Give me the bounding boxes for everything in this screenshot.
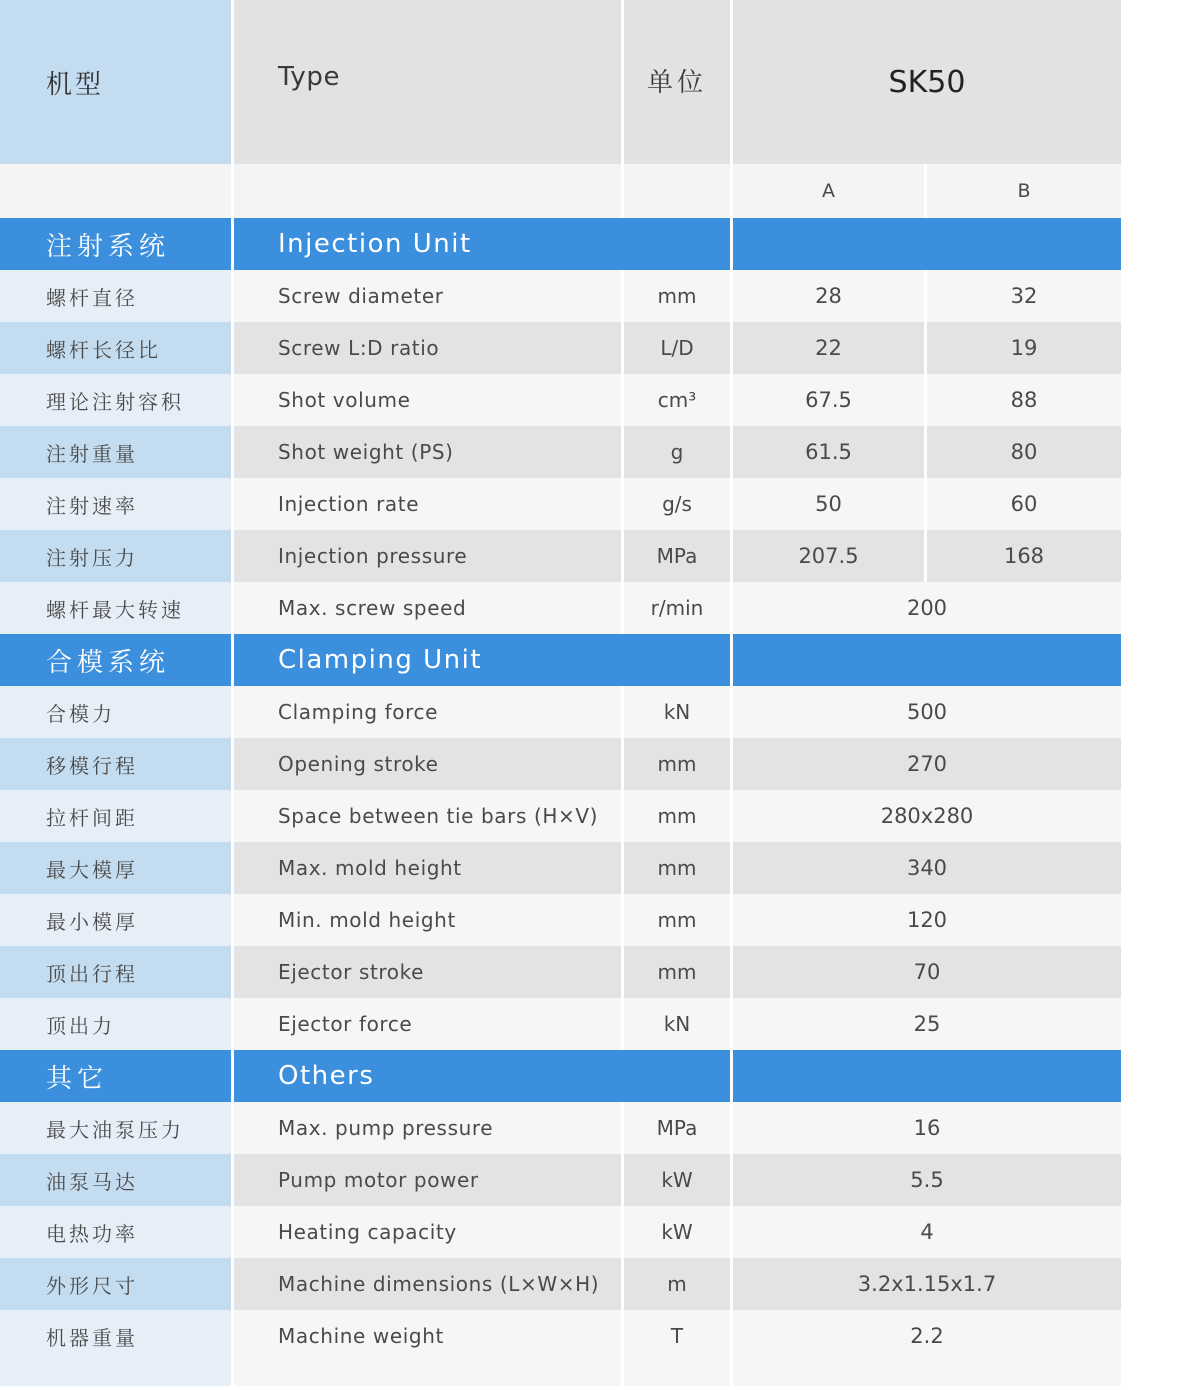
param-unit: m (624, 1258, 733, 1310)
param-unit: mm (624, 894, 733, 946)
subheader-blank-cn (0, 164, 234, 218)
section-title-cn: 其它 (0, 1050, 234, 1102)
section-title-cn: 合模系统 (0, 634, 234, 686)
param-unit: mm (624, 270, 733, 322)
param-name-en: Max. screw speed (234, 582, 624, 634)
section-header (0, 218, 1121, 270)
section-title-en: Injection Unit (234, 218, 733, 270)
param-unit: g (624, 426, 733, 478)
param-unit: MPa (624, 1102, 733, 1154)
param-value: 5.5 (733, 1154, 1121, 1206)
header-type-en: Type (234, 0, 624, 164)
param-unit: mm (624, 790, 733, 842)
param-name-en: Clamping force (234, 686, 624, 738)
section-bar (733, 634, 1121, 686)
param-name-cn: 螺杆最大转速 (0, 582, 234, 634)
table-row (0, 842, 1121, 894)
table-row (0, 426, 1121, 478)
table-row (0, 686, 1121, 738)
param-name-en: Machine dimensions (L×W×H) (234, 1258, 624, 1310)
param-value-b: 168 (927, 530, 1121, 582)
param-name-cn: 注射速率 (0, 478, 234, 530)
subheader-col-b: B (927, 164, 1121, 218)
param-value: 16 (733, 1102, 1121, 1154)
param-value: 70 (733, 946, 1121, 998)
tail-en (234, 1362, 624, 1386)
param-unit: kN (624, 686, 733, 738)
param-unit: T (624, 1310, 733, 1362)
param-name-cn: 螺杆直径 (0, 270, 234, 322)
table-row (0, 270, 1121, 322)
param-value-a: 67.5 (733, 374, 927, 426)
table-row (0, 1258, 1121, 1310)
table-row (0, 322, 1121, 374)
param-value: 200 (733, 582, 1121, 634)
subheader-blank-unit (624, 164, 733, 218)
param-unit: g/s (624, 478, 733, 530)
table-row (0, 1206, 1121, 1258)
section-title-en: Clamping Unit (234, 634, 733, 686)
table-subheader (0, 164, 1121, 218)
table-row (0, 790, 1121, 842)
table-row (0, 1102, 1121, 1154)
param-name-cn: 油泵马达 (0, 1154, 234, 1206)
subheader-col-a: A (733, 164, 927, 218)
table-body (0, 218, 1121, 1386)
param-name-cn: 拉杆间距 (0, 790, 234, 842)
param-value: 4 (733, 1206, 1121, 1258)
header-unit-cn: 单位 (624, 0, 733, 164)
param-unit: MPa (624, 530, 733, 582)
header-model-name: SK50 (733, 0, 1121, 164)
header-model-cn: 机型 (0, 0, 234, 164)
table-row (0, 582, 1121, 634)
param-name-cn: 注射重量 (0, 426, 234, 478)
param-name-en: Shot weight (PS) (234, 426, 624, 478)
param-name-en: Ejector stroke (234, 946, 624, 998)
param-value-b: 88 (927, 374, 1121, 426)
param-value: 2.2 (733, 1310, 1121, 1362)
param-unit: mm (624, 946, 733, 998)
param-value-b: 32 (927, 270, 1121, 322)
param-name-en: Space between tie bars (H×V) (234, 790, 624, 842)
param-name-cn: 最大油泵压力 (0, 1102, 234, 1154)
tail-value (733, 1362, 1121, 1386)
param-name-en: Injection pressure (234, 530, 624, 582)
param-name-en: Min. mold height (234, 894, 624, 946)
param-value-b: 80 (927, 426, 1121, 478)
param-unit: cm³ (624, 374, 733, 426)
param-value: 280x280 (733, 790, 1121, 842)
table-row (0, 738, 1121, 790)
table-row (0, 946, 1121, 998)
section-header (0, 1050, 1121, 1102)
table-row (0, 530, 1121, 582)
param-value-b: 19 (927, 322, 1121, 374)
param-name-en: Opening stroke (234, 738, 624, 790)
param-name-en: Screw diameter (234, 270, 624, 322)
table-row (0, 374, 1121, 426)
section-bar (733, 218, 1121, 270)
section-bar (733, 1050, 1121, 1102)
param-unit: kN (624, 998, 733, 1050)
table-row (0, 1154, 1121, 1206)
section-title-en: Others (234, 1050, 733, 1102)
param-name-cn: 合模力 (0, 686, 234, 738)
param-value: 340 (733, 842, 1121, 894)
table-row (0, 478, 1121, 530)
param-name-cn: 顶出力 (0, 998, 234, 1050)
section-header (0, 634, 1121, 686)
param-name-cn: 最大模厚 (0, 842, 234, 894)
param-value-a: 61.5 (733, 426, 927, 478)
table-row (0, 1310, 1121, 1362)
param-name-en: Machine weight (234, 1310, 624, 1362)
param-name-cn: 螺杆长径比 (0, 322, 234, 374)
param-value-a: 22 (733, 322, 927, 374)
param-name-cn: 最小模厚 (0, 894, 234, 946)
param-value-a: 28 (733, 270, 927, 322)
param-value-a: 50 (733, 478, 927, 530)
param-name-en: Max. mold height (234, 842, 624, 894)
param-name-en: Max. pump pressure (234, 1102, 624, 1154)
tail-unit (624, 1362, 733, 1386)
param-name-en: Ejector force (234, 998, 624, 1050)
param-value-b: 60 (927, 478, 1121, 530)
param-unit: kW (624, 1206, 733, 1258)
table-row (0, 998, 1121, 1050)
param-name-en: Shot volume (234, 374, 624, 426)
param-name-cn: 理论注射容积 (0, 374, 234, 426)
param-name-cn: 注射压力 (0, 530, 234, 582)
section-title-cn: 注射系统 (0, 218, 234, 270)
param-name-en: Pump motor power (234, 1154, 624, 1206)
table-tail (0, 1362, 1121, 1386)
param-value-a: 207.5 (733, 530, 927, 582)
param-value: 3.2x1.15x1.7 (733, 1258, 1121, 1310)
param-name-cn: 顶出行程 (0, 946, 234, 998)
param-name-cn: 移模行程 (0, 738, 234, 790)
tail-cn (0, 1362, 234, 1386)
param-name-en: Heating capacity (234, 1206, 624, 1258)
param-value: 500 (733, 686, 1121, 738)
param-unit: L/D (624, 322, 733, 374)
param-value: 120 (733, 894, 1121, 946)
param-unit: kW (624, 1154, 733, 1206)
subheader-blank-en (234, 164, 624, 218)
param-unit: r/min (624, 582, 733, 634)
table-row (0, 894, 1121, 946)
param-unit: mm (624, 842, 733, 894)
table-header (0, 0, 1121, 164)
param-name-en: Screw L:D ratio (234, 322, 624, 374)
param-name-cn: 机器重量 (0, 1310, 234, 1362)
param-name-cn: 外形尺寸 (0, 1258, 234, 1310)
param-unit: mm (624, 738, 733, 790)
param-name-cn: 电热功率 (0, 1206, 234, 1258)
param-value: 25 (733, 998, 1121, 1050)
param-value: 270 (733, 738, 1121, 790)
param-name-en: Injection rate (234, 478, 624, 530)
